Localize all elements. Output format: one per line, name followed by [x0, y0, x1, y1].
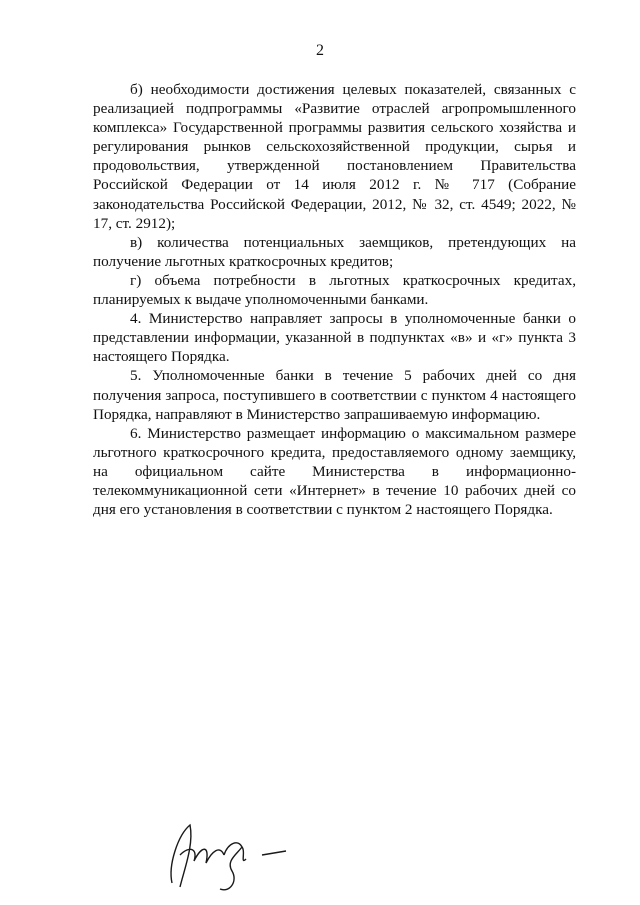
document-body — [93, 80, 576, 519]
paragraph-5: 5. Уполномоченные банки в течение 5 рабочих дней со дня получения запроса, поступившего в соответствии с пунктом 4 настоящего Порядка, направляют в Министерство запрашиваемую информацию. — [93, 367, 576, 423]
paragraph-v: в) количества потенциальных заемщиков, претендующих на получение льготных краткосрочных кредитов; — [93, 233, 576, 270]
paragraph-6: 6. Министерство размещает информацию о максимальном размере льготного краткосрочного кредита, предоставляемого одному заемщику, на официальном сайте Министерства в информационно-телекоммуникационной сети «Интернет» в течение 10 рабочих дней со дня его установления в соответствии с пунктом 2 настоящего Порядка. — [93, 424, 576, 519]
paragraph-4: 4. Министерство направляет запросы в уполномоченные банки о представлении информации, указанной в подпунктах «в» и «г» пункта 3 настоящего Порядка. — [93, 310, 576, 366]
handwritten-signature — [150, 815, 290, 895]
page-number: 2 — [316, 42, 324, 59]
paragraph-g: г) объема потребности в льготных краткосрочных кредитах, планируемых к выдаче уполномоченными банками. — [93, 271, 576, 309]
paragraph-b: б) необходимости достижения целевых показателей, связанных с реализацией подпрограммы «Развитие отраслей агропромышленного комплекса» Государственной программы развития сельского хозяйства и регулирования рынков сельскохозяйственной продукции, сырья и продовольствия, утвержденной постановлением Правительства Российской Федерации от 14 июля 2012 г. № 717 (Собрание законодательства Российской Федерации, 2012, № 32, ст. 4549; 2022, № 17, ст. 2912); — [93, 81, 576, 232]
